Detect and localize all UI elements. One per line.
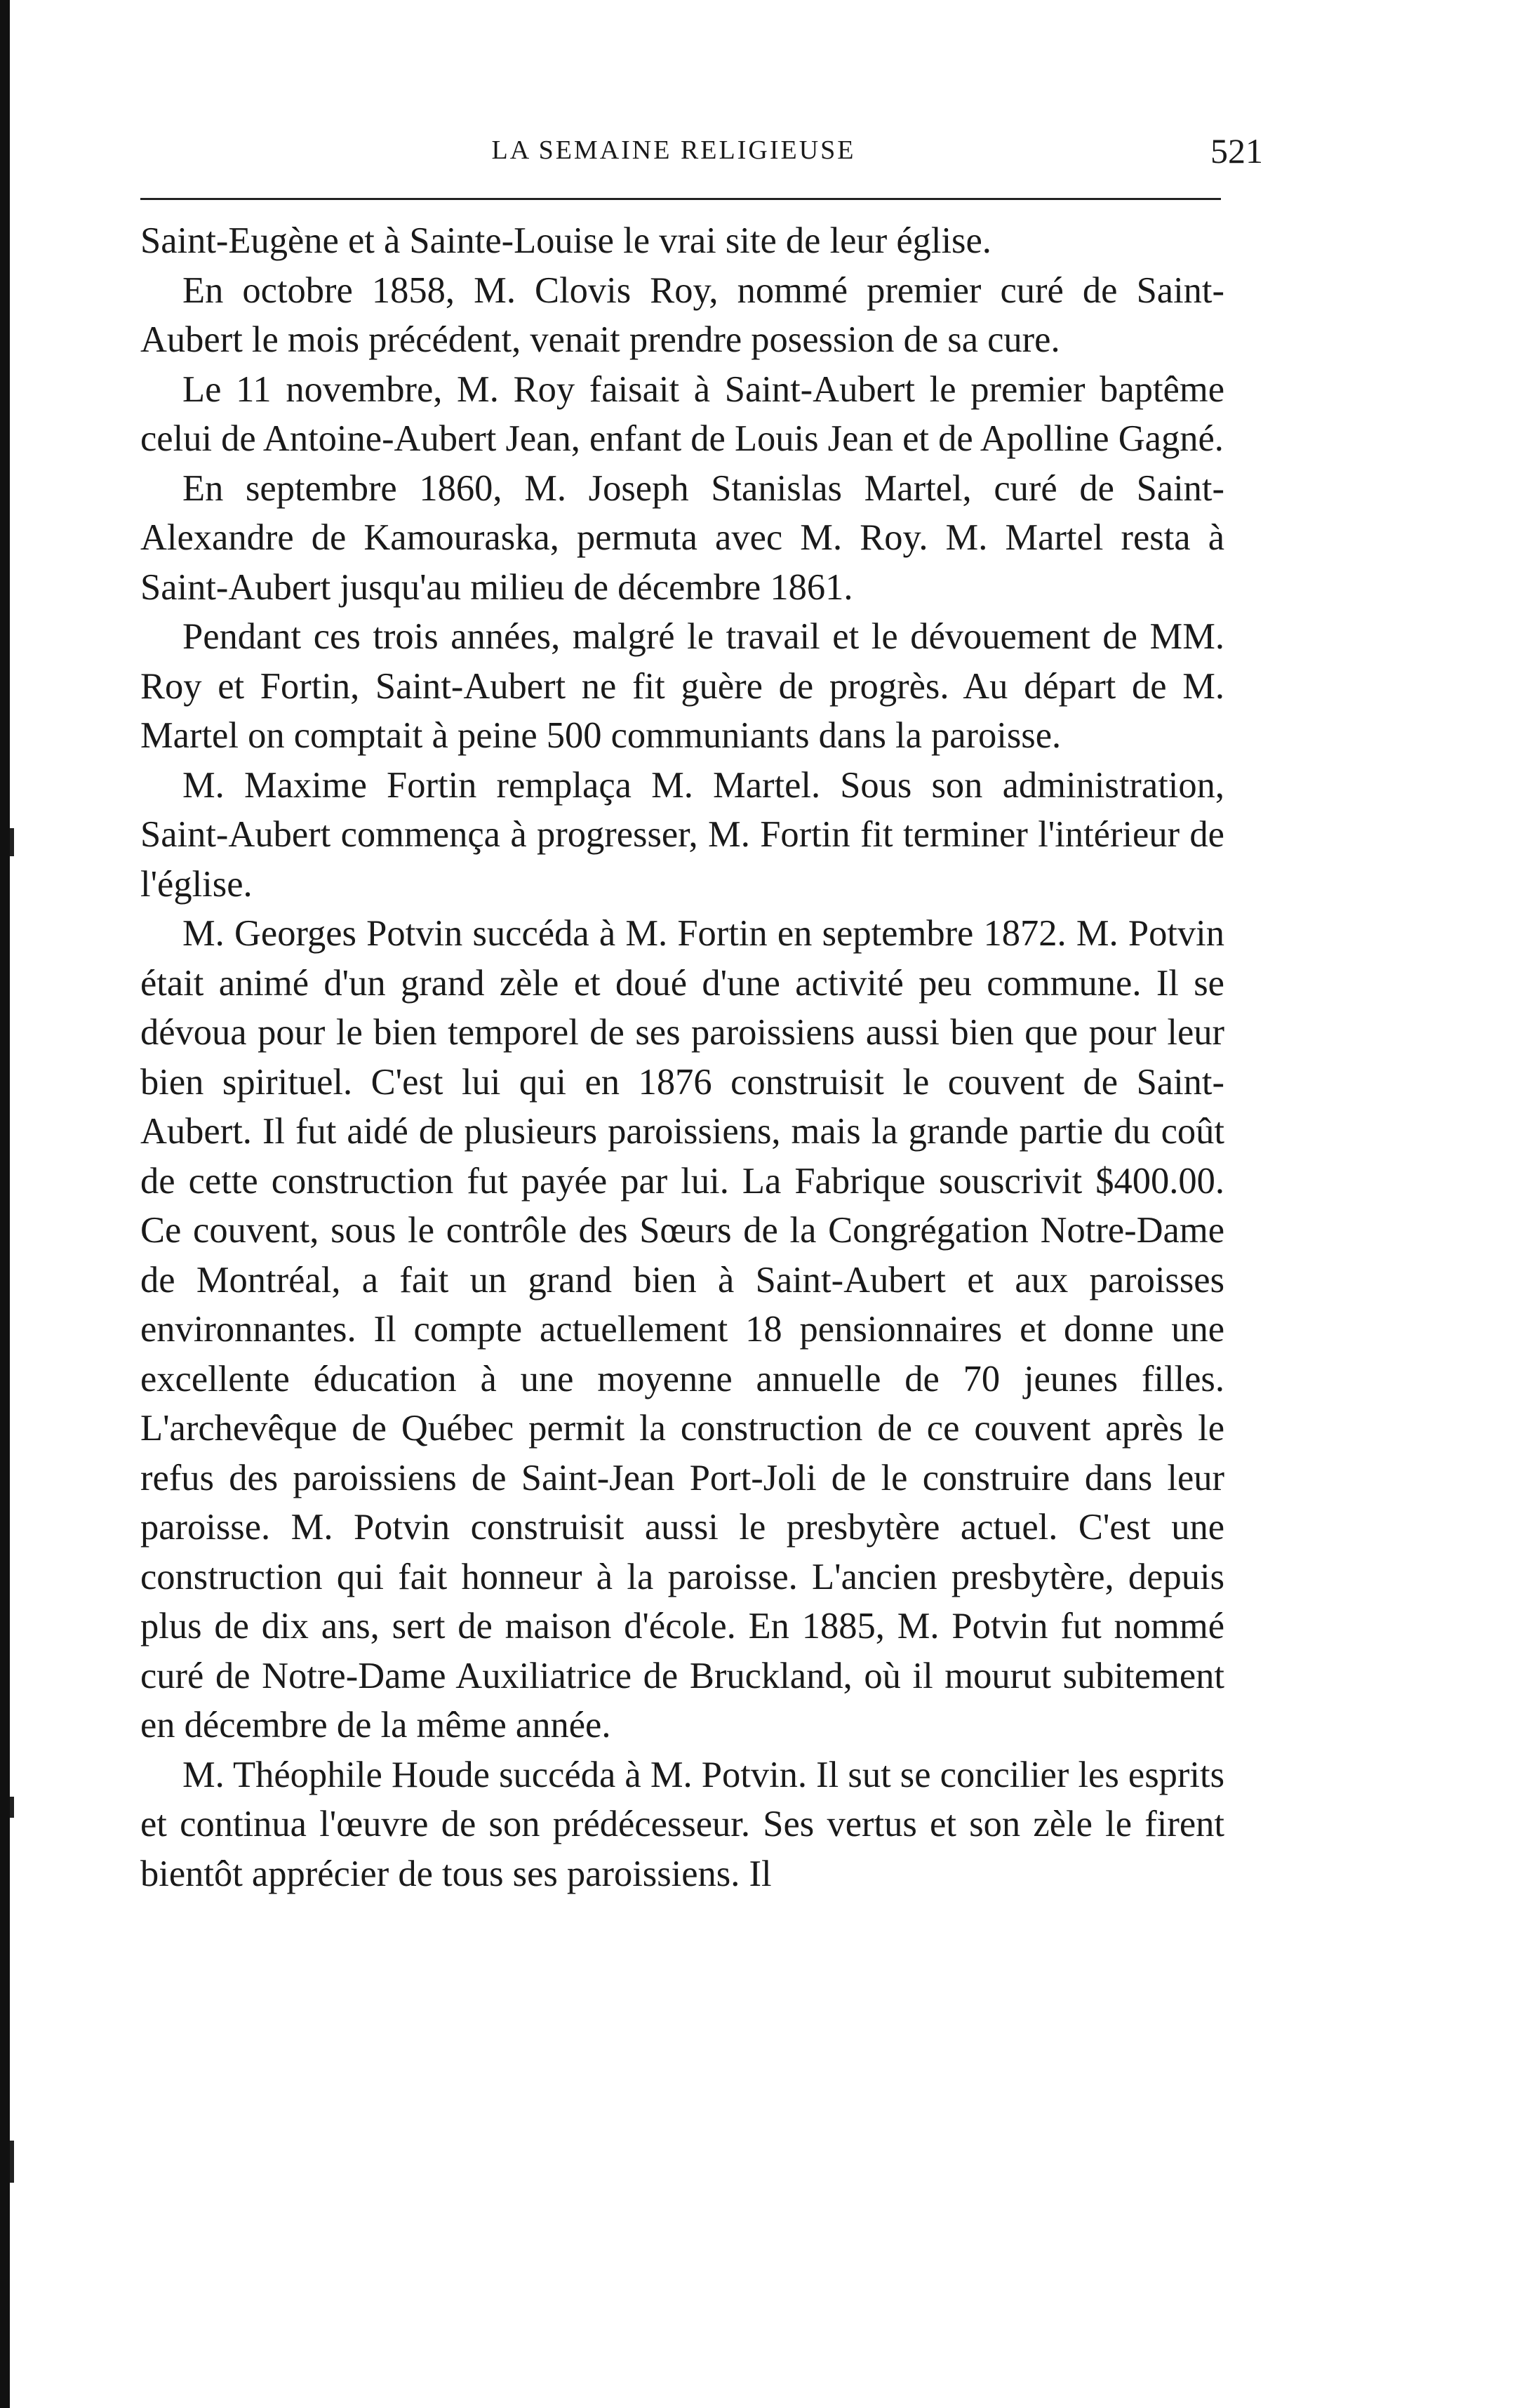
running-title: LA SEMAINE RELIGIEUSE <box>491 135 856 165</box>
header-rule <box>140 198 1221 200</box>
paragraph: M. Georges Potvin succéda à M. Fortin en septembre 1872. M. Potvin était animé d'un grand zèle et doué d'une activité peu commune. Il se dévoua pour le bien temporel de ses paroissiens aussi bien que pour leur bien spirituel. C'est lui qui en 1876 construisit le couvent de Saint-Aubert. Il fut aidé de plusieurs paroissiens, mais la grande partie du coût de cette construction fut payée par lui. La Fabrique souscrivit $400.00. Ce couvent, sous le contrôle des Sœurs de la Congrégation Notre-Dame de Montréal, a fait un grand bien à Saint-Aubert et aux paroisses environnantes. Il compte actuellement 18 pensionnaires et donne une excellente éducation à une moyenne annuelle de 70 jeunes filles. L'archevêque de Québec permit la construction de ce couvent après le refus des paroissiens de Saint-Jean Port-Joli de le construire dans leur paroisse. M. Potvin construisit aussi le presbytère actuel. C'est une construction qui fait honneur à la paroisse. L'ancien presbytère, depuis plus de dix ans, sert de maison d'école. En 1885, M. Potvin fut nommé curé de Notre-Dame Auxiliatrice de Bruckland, où il mourut subitement en décembre de la même année. <box>140 913 1224 1745</box>
running-header <box>126 131 1263 184</box>
page-number: 521 <box>1210 131 1263 171</box>
scan-border-notch <box>10 2141 14 2183</box>
paragraph: Saint-Eugène et à Sainte-Louise le vrai site de leur église. <box>140 220 991 261</box>
paragraph: M. Théophile Houde succéda à M. Potvin. Il sut se concilier les esprits et continua l'œuvre de son prédécesseur. Ses vertus et son zèle le firent bientôt apprécier de tous ses paroissiens. Il <box>140 1754 1224 1894</box>
paragraph: Pendant ces trois années, malgré le travail et le dévouement de MM. Roy et Fortin, Saint-Aubert ne fit guère de progrès. Au départ de M. Martel on comptait à peine 500 communiants dans la paroisse. <box>140 616 1224 756</box>
paragraph: Le 11 novembre, M. Roy faisait à Saint-Aubert le premier baptême celui de Antoine-Aubert Jean, enfant de Louis Jean et de Apolline Gagné. <box>140 368 1224 459</box>
body-text <box>140 216 1224 1898</box>
scan-border <box>0 0 10 2408</box>
paragraph: M. Maxime Fortin remplaça M. Martel. Sous son administration, Saint-Aubert commença à progresser, M. Fortin fit terminer l'intérieur de l'église. <box>140 764 1224 905</box>
paragraph: En septembre 1860, M. Joseph Stanislas Martel, curé de Saint-Alexandre de Kamouraska, permuta avec M. Roy. M. Martel resta à Saint-Aubert jusqu'au milieu de décembre 1861. <box>140 467 1224 608</box>
scan-border-notch <box>10 1797 14 1818</box>
paragraph: En octobre 1858, M. Clovis Roy, nommé premier curé de Saint-Aubert le mois précédent, venait prendre posession de sa cure. <box>140 270 1224 360</box>
scan-border-notch <box>10 828 14 856</box>
